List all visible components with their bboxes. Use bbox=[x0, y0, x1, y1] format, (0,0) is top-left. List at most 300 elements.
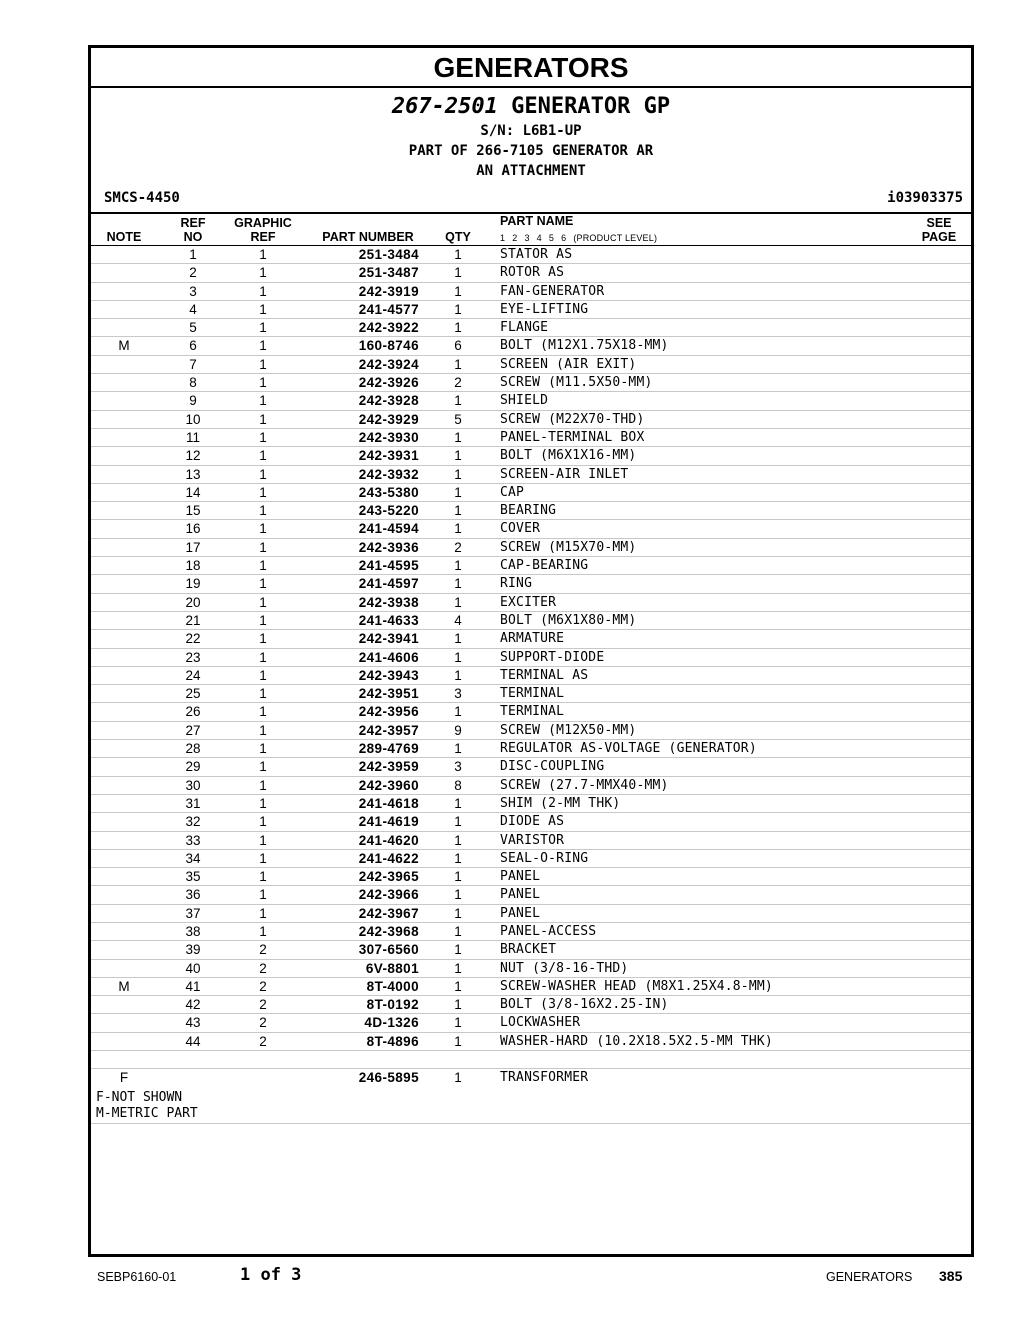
row-graphic-ref: 1 bbox=[259, 466, 267, 482]
table-row bbox=[91, 574, 971, 592]
product-level-6: 6 bbox=[561, 233, 567, 243]
row-part-number: 289-4769 bbox=[358, 741, 419, 757]
row-ref-no: 2 bbox=[189, 265, 197, 281]
product-level-4: 4 bbox=[536, 233, 542, 243]
row-part-name: LOCKWASHER bbox=[500, 1015, 581, 1031]
note-f: F-NOT SHOWN bbox=[96, 1090, 183, 1105]
row-part-name: SCREW-WASHER HEAD (M8X1.25X4.8-MM) bbox=[500, 978, 773, 994]
row-qty: 1 bbox=[454, 1033, 462, 1049]
footer-doc-number: SEBP6160-01 bbox=[97, 1270, 177, 1284]
row-ref-no: 1 bbox=[189, 247, 197, 262]
illustration-id: i03903375 bbox=[887, 190, 963, 206]
row-graphic-ref: 2 bbox=[259, 1033, 267, 1049]
row-graphic-ref: 1 bbox=[259, 631, 267, 647]
row-graphic-ref: 1 bbox=[259, 429, 267, 445]
row-part-name: EXCITER bbox=[500, 594, 557, 610]
row-qty: 1 bbox=[454, 247, 462, 262]
table-row bbox=[91, 684, 971, 702]
row-graphic-ref: 1 bbox=[259, 887, 267, 903]
row-graphic-ref: 1 bbox=[259, 869, 267, 885]
row-ref-no: 25 bbox=[185, 686, 201, 702]
row-part-number: 241-4595 bbox=[358, 558, 419, 574]
row-graphic-ref: 1 bbox=[259, 521, 267, 537]
row-ref-no: 34 bbox=[185, 850, 201, 866]
row-graphic-ref: 2 bbox=[259, 960, 267, 976]
row-ref-no: 21 bbox=[185, 612, 201, 628]
row-part-number: 6V-8801 bbox=[365, 960, 419, 976]
row-part-number: 307-6560 bbox=[358, 942, 419, 958]
row-ref-no: 36 bbox=[185, 887, 201, 903]
row-part-number: 243-5220 bbox=[358, 503, 419, 519]
row-part-name: BOLT (3/8-16X2.25-IN) bbox=[500, 997, 669, 1013]
row-part-number: 8T-4000 bbox=[366, 978, 419, 994]
col-part-number: PART NUMBER bbox=[322, 230, 414, 244]
row-graphic-ref: 2 bbox=[259, 1015, 267, 1031]
row-graphic-ref: 1 bbox=[259, 320, 267, 336]
row-part-name: SHIELD bbox=[500, 393, 549, 409]
table-row bbox=[91, 922, 971, 940]
footer-section: GENERATORS bbox=[826, 1270, 913, 1284]
table-row bbox=[91, 593, 971, 611]
row-part-name: DIODE AS bbox=[500, 814, 565, 830]
row-part-name: BOLT (M12X1.75X18-MM) bbox=[500, 338, 669, 354]
row-graphic-ref: 1 bbox=[259, 905, 267, 921]
table-row bbox=[91, 336, 971, 354]
row-ref-no: 13 bbox=[185, 466, 201, 482]
row-qty: 1 bbox=[454, 320, 462, 336]
row-ref-no: 29 bbox=[185, 759, 201, 775]
row-qty: 5 bbox=[454, 411, 462, 427]
row-part-name: SEAL-O-RING bbox=[500, 850, 589, 866]
row-part-number: 242-3960 bbox=[358, 777, 419, 793]
table-row bbox=[91, 611, 971, 629]
product-level-5: 5 bbox=[548, 233, 555, 243]
row-part-name: WASHER-HARD (10.2X18.5X2.5-MM THK) bbox=[500, 1033, 773, 1049]
row-part-number: 242-3943 bbox=[358, 667, 419, 683]
row-part-name: SCREW (M12X50-MM) bbox=[500, 722, 637, 738]
row-ref-no: 15 bbox=[185, 503, 201, 519]
table-row bbox=[91, 428, 971, 446]
row-qty: 2 bbox=[454, 375, 462, 391]
row-part-name: VARISTOR bbox=[500, 832, 565, 848]
row-part-number: 241-4622 bbox=[358, 850, 419, 866]
row-graphic-ref: 1 bbox=[259, 850, 267, 866]
table-row bbox=[91, 904, 971, 922]
row-qty: 1 bbox=[454, 795, 462, 811]
row-ref-no: 22 bbox=[185, 631, 201, 647]
row-part-name: PANEL-ACCESS bbox=[500, 923, 597, 939]
row-ref-no: 17 bbox=[185, 539, 201, 555]
parts-page-frame bbox=[88, 45, 974, 1257]
table-row bbox=[91, 812, 971, 830]
row-graphic-ref: 1 bbox=[259, 667, 267, 683]
row-graphic-ref: 1 bbox=[259, 265, 267, 281]
row-graphic-ref: 1 bbox=[259, 722, 267, 738]
row-part-name: TERMINAL AS bbox=[500, 667, 589, 683]
row-part-name: ARMATURE bbox=[500, 631, 565, 647]
row-part-number: 251-3487 bbox=[358, 265, 419, 281]
row-ref-no: 7 bbox=[189, 356, 197, 372]
row-part-name: SUPPORT-DIODE bbox=[500, 649, 605, 665]
col-graphic-top: GRAPHIC bbox=[234, 216, 292, 230]
table-row bbox=[91, 519, 971, 537]
row-qty: 1 bbox=[454, 393, 462, 409]
row-note: F bbox=[119, 1070, 129, 1086]
row-part-name: SCREW (M11.5X50-MM) bbox=[500, 375, 653, 391]
row-ref-no: 39 bbox=[185, 942, 201, 958]
row-note: M bbox=[118, 978, 130, 994]
row-graphic-ref: 1 bbox=[259, 375, 267, 391]
row-part-name: CAP bbox=[500, 484, 525, 500]
row-qty: 1 bbox=[454, 448, 462, 464]
row-qty: 9 bbox=[454, 722, 462, 738]
row-part-name: FLANGE bbox=[500, 320, 549, 336]
row-ref-no: 10 bbox=[185, 411, 201, 427]
table-row bbox=[91, 831, 971, 849]
row-graphic-ref: 1 bbox=[259, 558, 267, 574]
row-part-number: 242-3919 bbox=[358, 283, 419, 299]
row-graphic-ref: 1 bbox=[259, 923, 267, 939]
row-graphic-ref: 1 bbox=[259, 247, 267, 262]
row-part-number: 242-3965 bbox=[358, 869, 419, 885]
row-graphic-ref: 1 bbox=[259, 356, 267, 372]
row-part-name: CAP-BEARING bbox=[500, 558, 589, 574]
table-row bbox=[91, 483, 971, 501]
row-part-name: BOLT (M6X1X80-MM) bbox=[500, 612, 637, 628]
footer-page-number: 385 bbox=[939, 1268, 963, 1284]
row-graphic-ref: 1 bbox=[259, 686, 267, 702]
row-graphic-ref: 1 bbox=[259, 393, 267, 409]
row-ref-no: 35 bbox=[185, 869, 201, 885]
col-graphic-bottom: REF bbox=[250, 230, 276, 244]
row-graphic-ref: 1 bbox=[259, 814, 267, 830]
table-row bbox=[91, 391, 971, 409]
row-qty: 1 bbox=[454, 850, 462, 866]
row-qty: 1 bbox=[454, 576, 462, 592]
row-ref-no: 3 bbox=[189, 283, 197, 299]
row-graphic-ref: 1 bbox=[259, 759, 267, 775]
row-part-name: ROTOR AS bbox=[500, 265, 565, 281]
table-row bbox=[91, 373, 971, 391]
row-part-name: STATOR AS bbox=[500, 247, 573, 262]
row-graphic-ref: 1 bbox=[259, 283, 267, 299]
row-qty: 1 bbox=[454, 942, 462, 958]
row-qty: 1 bbox=[454, 521, 462, 537]
row-part-number: 242-3926 bbox=[358, 375, 419, 391]
table-row bbox=[91, 995, 971, 1013]
footer-page-of: 1 of 3 bbox=[240, 1265, 302, 1285]
row-part-number: 242-3957 bbox=[358, 722, 419, 738]
product-level-1: 1 bbox=[500, 233, 506, 243]
row-graphic-ref: 1 bbox=[259, 777, 267, 793]
product-level-label: (PRODUCT LEVEL) bbox=[573, 233, 658, 243]
row-part-number: 241-4618 bbox=[358, 795, 419, 811]
row-graphic-ref: 1 bbox=[259, 704, 267, 720]
row-qty: 1 bbox=[454, 356, 462, 372]
row-part-number: 242-3956 bbox=[358, 704, 419, 720]
row-qty: 1 bbox=[454, 869, 462, 885]
row-part-number: 242-3938 bbox=[358, 594, 419, 610]
col-see-page bbox=[907, 216, 971, 244]
row-part-name: PANEL-TERMINAL BOX bbox=[500, 429, 645, 445]
col-ref-bottom: NO bbox=[183, 230, 203, 244]
row-ref-no: 43 bbox=[185, 1015, 201, 1031]
row-part-number: 242-3928 bbox=[358, 393, 419, 409]
row-part-number: 246-5895 bbox=[358, 1070, 419, 1086]
row-qty: 1 bbox=[454, 923, 462, 939]
table-row bbox=[91, 959, 971, 977]
row-part-number: 242-3936 bbox=[358, 539, 419, 555]
row-qty: 1 bbox=[454, 978, 462, 994]
row-qty: 1 bbox=[454, 484, 462, 500]
table-row bbox=[91, 1050, 971, 1068]
row-part-name: BRACKET bbox=[500, 942, 557, 958]
row-qty: 1 bbox=[454, 1015, 462, 1031]
group-part-number: 267-2501 bbox=[391, 94, 498, 119]
row-part-number: 241-4594 bbox=[358, 521, 419, 537]
product-level-legend bbox=[500, 233, 664, 243]
table-row bbox=[91, 1013, 971, 1031]
row-part-number: 242-3932 bbox=[358, 466, 419, 482]
row-graphic-ref: 2 bbox=[259, 997, 267, 1013]
table-row bbox=[91, 648, 971, 666]
table-row bbox=[91, 282, 971, 300]
row-part-name: TERMINAL bbox=[500, 704, 565, 720]
row-part-number: 8T-0192 bbox=[366, 997, 419, 1013]
attachment: AN ATTACHMENT bbox=[476, 163, 586, 179]
row-part-name: SCREEN (AIR EXIT) bbox=[500, 356, 637, 372]
row-ref-no: 32 bbox=[185, 814, 201, 830]
row-part-name: TERMINAL bbox=[500, 686, 565, 702]
table-row bbox=[91, 940, 971, 958]
row-ref-no: 18 bbox=[185, 558, 201, 574]
row-qty: 1 bbox=[454, 594, 462, 610]
col-ref-top: REF bbox=[180, 216, 206, 230]
row-qty: 1 bbox=[454, 960, 462, 976]
row-ref-no: 16 bbox=[185, 521, 201, 537]
row-qty: 1 bbox=[454, 1070, 462, 1086]
row-qty: 1 bbox=[454, 814, 462, 830]
row-qty: 1 bbox=[454, 429, 462, 445]
notes-divider bbox=[91, 1123, 971, 1124]
note-m: M-METRIC PART bbox=[96, 1106, 198, 1121]
col-see-top: SEE bbox=[926, 216, 952, 230]
row-ref-no: 5 bbox=[189, 320, 197, 336]
row-part-name: SCREW (M15X70-MM) bbox=[500, 539, 637, 555]
row-graphic-ref: 1 bbox=[259, 503, 267, 519]
table-row bbox=[91, 666, 971, 684]
table-row bbox=[91, 1032, 971, 1050]
row-qty: 1 bbox=[454, 704, 462, 720]
table-row bbox=[91, 1068, 971, 1086]
table-row bbox=[91, 739, 971, 757]
row-qty: 1 bbox=[454, 466, 462, 482]
row-graphic-ref: 1 bbox=[259, 338, 267, 354]
row-part-name: PANEL bbox=[500, 887, 541, 903]
row-part-name: FAN-GENERATOR bbox=[500, 283, 605, 299]
parts-table bbox=[91, 245, 971, 1087]
row-ref-no: 9 bbox=[189, 393, 197, 409]
table-row bbox=[91, 556, 971, 574]
row-graphic-ref: 1 bbox=[259, 539, 267, 555]
smcs-code: SMCS-4450 bbox=[104, 190, 180, 206]
row-ref-no: 38 bbox=[185, 923, 201, 939]
table-row bbox=[91, 629, 971, 647]
row-graphic-ref: 1 bbox=[259, 448, 267, 464]
row-ref-no: 37 bbox=[185, 905, 201, 921]
table-row bbox=[91, 245, 971, 263]
row-qty: 1 bbox=[454, 649, 462, 665]
row-part-number: 241-4619 bbox=[358, 814, 419, 830]
table-row bbox=[91, 794, 971, 812]
section-title: GENERATORS bbox=[91, 48, 971, 88]
row-part-name: DISC-COUPLING bbox=[500, 759, 605, 775]
row-ref-no: 27 bbox=[185, 722, 201, 738]
table-row bbox=[91, 867, 971, 885]
row-graphic-ref: 1 bbox=[259, 832, 267, 848]
product-level-3: 3 bbox=[524, 233, 530, 243]
row-qty: 1 bbox=[454, 997, 462, 1013]
row-graphic-ref: 1 bbox=[259, 594, 267, 610]
table-row bbox=[91, 318, 971, 336]
table-row bbox=[91, 501, 971, 519]
table-row bbox=[91, 446, 971, 464]
row-part-name: SCREEN-AIR INLET bbox=[500, 466, 629, 482]
table-row bbox=[91, 757, 971, 775]
table-row bbox=[91, 977, 971, 995]
group-title bbox=[91, 94, 971, 119]
group-name: GENERATOR GP bbox=[511, 94, 671, 119]
row-ref-no: 4 bbox=[189, 301, 197, 317]
table-row bbox=[91, 849, 971, 867]
row-graphic-ref: 1 bbox=[259, 741, 267, 757]
row-part-number: 241-4633 bbox=[358, 612, 419, 628]
row-ref-no: 31 bbox=[185, 795, 201, 811]
row-ref-no: 20 bbox=[185, 594, 201, 610]
row-graphic-ref: 1 bbox=[259, 411, 267, 427]
row-part-number: 241-4577 bbox=[358, 301, 419, 317]
row-ref-no: 12 bbox=[185, 448, 201, 464]
row-qty: 2 bbox=[454, 539, 462, 555]
row-part-number: 4D-1326 bbox=[364, 1015, 419, 1031]
row-ref-no: 40 bbox=[185, 960, 201, 976]
product-level-2: 2 bbox=[512, 233, 518, 243]
row-part-name: PANEL bbox=[500, 905, 541, 921]
row-qty: 6 bbox=[454, 338, 462, 354]
row-graphic-ref: 1 bbox=[259, 576, 267, 592]
row-note: M bbox=[118, 338, 130, 354]
row-part-number: 242-3966 bbox=[358, 887, 419, 903]
row-part-number: 242-3931 bbox=[358, 448, 419, 464]
row-part-number: 251-3484 bbox=[358, 247, 419, 262]
row-part-number: 243-5380 bbox=[358, 484, 419, 500]
row-ref-no: 33 bbox=[185, 832, 201, 848]
row-part-number: 242-3930 bbox=[358, 429, 419, 445]
row-ref-no: 41 bbox=[185, 978, 201, 994]
row-part-name: PANEL bbox=[500, 869, 541, 885]
table-row bbox=[91, 263, 971, 281]
row-part-number: 242-3951 bbox=[358, 686, 419, 702]
table-row bbox=[91, 702, 971, 720]
row-part-number: 241-4606 bbox=[358, 649, 419, 665]
row-part-number: 242-3924 bbox=[358, 356, 419, 372]
row-qty: 1 bbox=[454, 667, 462, 683]
table-row bbox=[91, 300, 971, 318]
row-qty: 1 bbox=[454, 283, 462, 299]
col-ref bbox=[161, 216, 225, 244]
row-graphic-ref: 2 bbox=[259, 978, 267, 994]
row-qty: 3 bbox=[454, 759, 462, 775]
row-graphic-ref: 2 bbox=[259, 942, 267, 958]
row-part-name: NUT (3/8-16-THD) bbox=[500, 960, 629, 976]
row-part-number: 241-4620 bbox=[358, 832, 419, 848]
row-qty: 4 bbox=[454, 612, 462, 628]
row-ref-no: 8 bbox=[189, 375, 197, 391]
col-see-bottom: PAGE bbox=[921, 230, 957, 244]
row-ref-no: 6 bbox=[189, 338, 197, 354]
row-qty: 1 bbox=[454, 631, 462, 647]
row-graphic-ref: 1 bbox=[259, 301, 267, 317]
row-part-name: SHIM (2-MM THK) bbox=[500, 795, 621, 811]
row-part-name: SCREW (M22X70-THD) bbox=[500, 411, 645, 427]
row-qty: 1 bbox=[454, 887, 462, 903]
row-ref-no: 14 bbox=[185, 484, 201, 500]
row-qty: 1 bbox=[454, 265, 462, 281]
row-part-number: 241-4597 bbox=[358, 576, 419, 592]
row-part-number: 242-3968 bbox=[358, 923, 419, 939]
row-ref-no: 24 bbox=[185, 667, 201, 683]
row-part-number: 242-3941 bbox=[358, 631, 419, 647]
row-graphic-ref: 1 bbox=[259, 612, 267, 628]
row-ref-no: 44 bbox=[185, 1033, 201, 1049]
table-row bbox=[91, 776, 971, 794]
table-row bbox=[91, 355, 971, 373]
row-part-number: 242-3922 bbox=[358, 320, 419, 336]
serial-number: S/N: L6B1-UP bbox=[480, 123, 582, 139]
row-part-name: SCREW (27.7-MMX40-MM) bbox=[500, 777, 669, 793]
table-row bbox=[91, 721, 971, 739]
col-part-name: PART NAME bbox=[500, 214, 574, 228]
row-ref-no: 19 bbox=[185, 576, 201, 592]
row-ref-no: 30 bbox=[185, 777, 201, 793]
col-qty: QTY bbox=[445, 230, 471, 244]
row-part-number: 242-3967 bbox=[358, 905, 419, 921]
row-ref-no: 23 bbox=[185, 649, 201, 665]
table-row bbox=[91, 465, 971, 483]
row-qty: 1 bbox=[454, 503, 462, 519]
row-qty: 1 bbox=[454, 741, 462, 757]
row-graphic-ref: 1 bbox=[259, 649, 267, 665]
row-qty: 1 bbox=[454, 558, 462, 574]
col-note: NOTE bbox=[106, 230, 142, 244]
row-part-name: REGULATOR AS-VOLTAGE (GENERATOR) bbox=[500, 741, 757, 757]
part-of: PART OF 266-7105 GENERATOR AR bbox=[408, 143, 654, 159]
table-row bbox=[91, 410, 971, 428]
row-part-number: 160-8746 bbox=[358, 338, 419, 354]
row-ref-no: 11 bbox=[185, 429, 200, 445]
row-qty: 3 bbox=[454, 686, 462, 702]
row-part-name: BEARING bbox=[500, 503, 557, 519]
notes-legend bbox=[96, 1090, 198, 1122]
row-graphic-ref: 1 bbox=[259, 484, 267, 500]
row-part-number: 242-3929 bbox=[358, 411, 419, 427]
col-graphic bbox=[225, 216, 301, 244]
row-ref-no: 42 bbox=[185, 997, 201, 1013]
row-qty: 1 bbox=[454, 905, 462, 921]
row-part-name: EYE-LIFTING bbox=[500, 301, 589, 317]
row-graphic-ref: 1 bbox=[259, 795, 267, 811]
row-part-name: COVER bbox=[500, 521, 541, 537]
